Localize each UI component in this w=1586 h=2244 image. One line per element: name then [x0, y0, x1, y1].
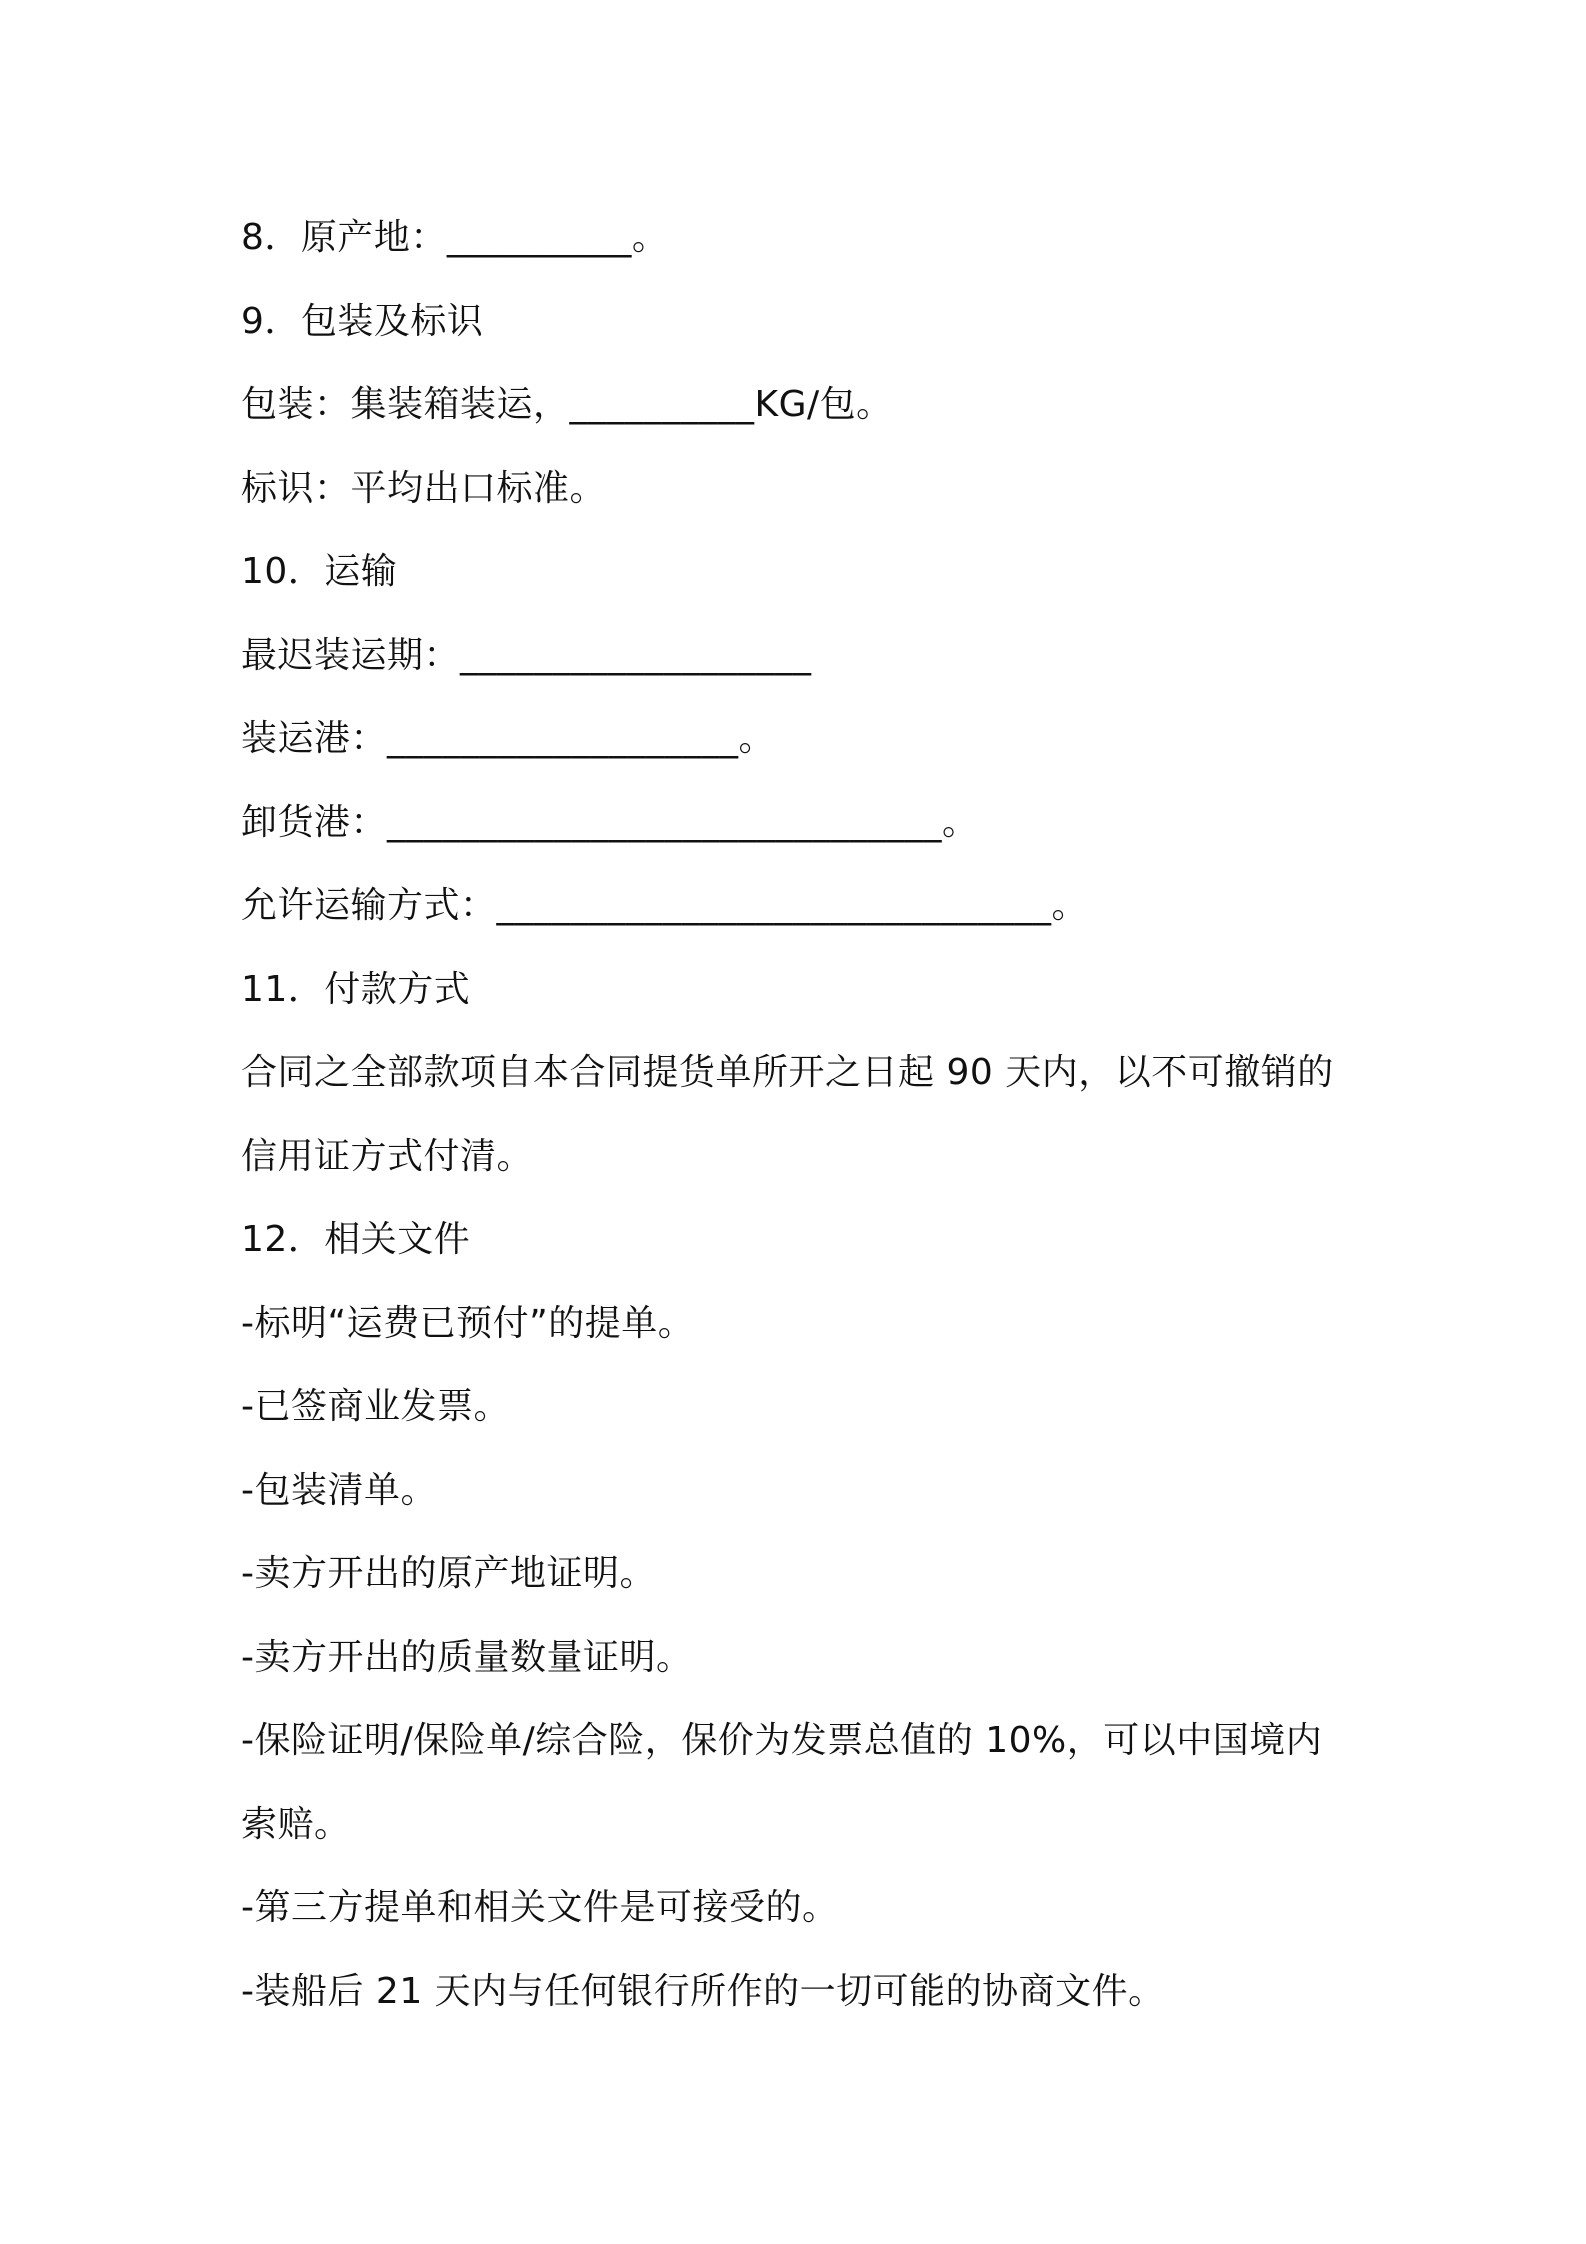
section-heading-shipment: 10．运输 — [241, 551, 398, 592]
payment-text-line: 合同之全部款项自本合同提货单所开之日起 90 天内，以不可撤销的 — [241, 1052, 1334, 1093]
payment-text-line: 信用证方式付清。 — [241, 1135, 534, 1177]
document-item: -包装清单。 — [241, 1469, 437, 1511]
document-item: -第三方提单和相关文件是可接受的。 — [241, 1887, 839, 1928]
transport-mode-line: 允许运输方式：______________________________。 — [241, 885, 1089, 926]
document-body — [241, 196, 1361, 2033]
packing-line: 包装：集装箱装运，__________KG/包。 — [241, 384, 893, 425]
document-item: -装船后 21 天内与任何银行所作的一切可能的协商文件。 — [241, 1970, 1165, 2012]
section-heading-documents: 12．相关文件 — [241, 1219, 471, 1260]
section-heading-payment: 11．付款方式 — [241, 968, 471, 1010]
document-item: -标明“运费已预付”的提单。 — [241, 1302, 695, 1344]
origin-line: 8．原产地：__________。 — [241, 217, 669, 258]
document-item: -卖方开出的质量数量证明。 — [241, 1636, 693, 1678]
section-heading-packing: 9．包装及标识 — [241, 300, 484, 342]
document-item: -已签商业发票。 — [241, 1386, 510, 1427]
document-item: -保险证明/保险单/综合险，保价为发票总值的 10%，可以中国境内 — [241, 1720, 1323, 1761]
document-item: -卖方开出的原产地证明。 — [241, 1553, 656, 1594]
marking-line: 标识：平均出口标准。 — [241, 467, 607, 509]
loading-port-line: 装运港：___________________。 — [241, 718, 776, 759]
discharge-port-line: 卸货港：______________________________。 — [241, 801, 979, 843]
document-item: 索赔。 — [241, 1803, 351, 1845]
latest-shipment-line: 最迟装运期：___________________ — [241, 634, 812, 676]
